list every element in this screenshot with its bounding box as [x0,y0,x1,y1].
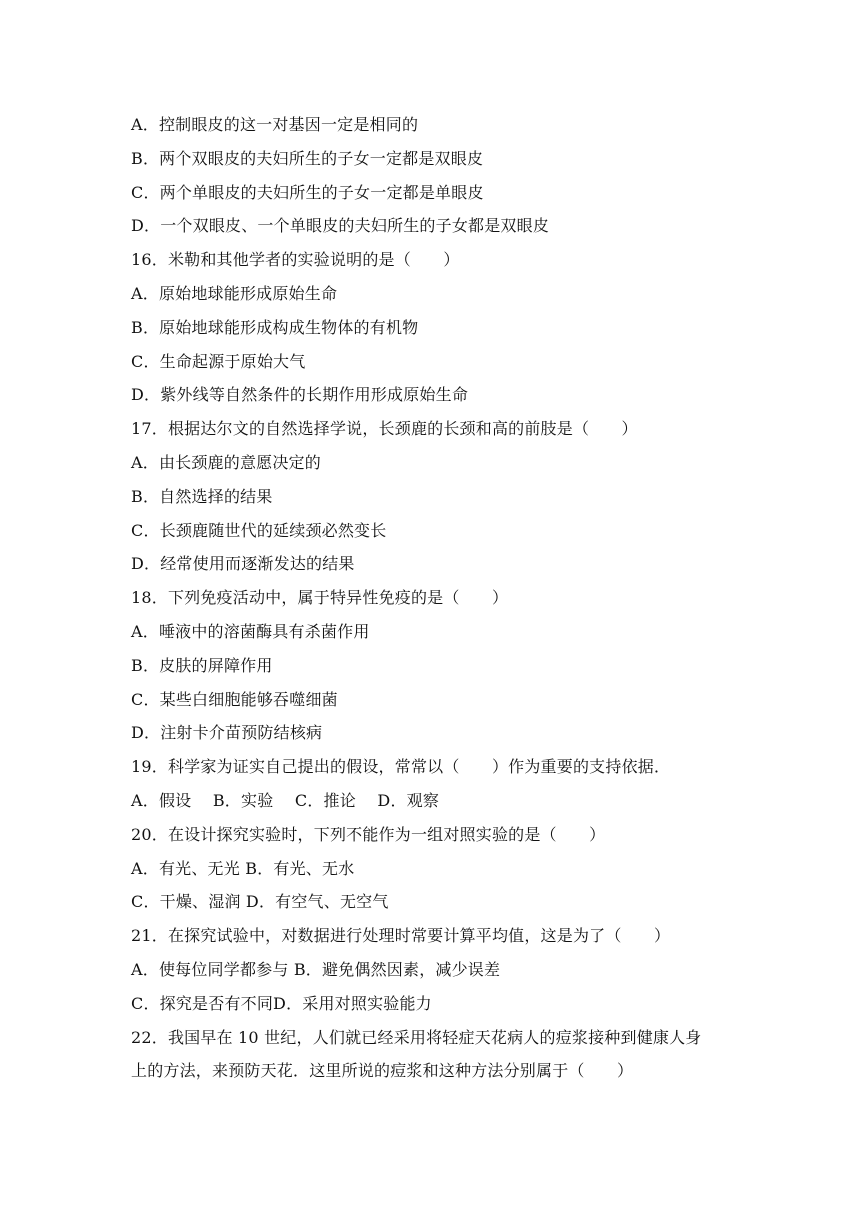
q18-stem: 18．下列免疫活动中，属于特异性免疫的是（ ） [131,588,509,608]
q18-option-b: B．皮肤的屏障作用 [131,655,273,675]
q15-option-c: C．两个单眼皮的夫妇所生的子女一定都是单眼皮 [131,182,484,202]
q17-option-b: B．自然选择的结果 [131,486,273,506]
q22-stem-line-2: 上的方法，来预防天花．这里所说的痘浆和这种方法分别属于（ ） [131,1061,634,1081]
q16-option-a: A．原始地球能形成原始生命 [131,283,338,303]
q15-option-b: B．两个双眼皮的夫妇所生的子女一定都是双眼皮 [131,148,484,168]
q21-options-cd: C．探究是否有不同D．采用对照实验能力 [131,993,432,1013]
q15-option-d: D．一个双眼皮、一个单眼皮的夫妇所生的子女都是双眼皮 [131,216,550,236]
q20-options-ab: A．有光、无光 B．有光、无水 [131,858,355,878]
q18-option-a: A．唾液中的溶菌酶具有杀菌作用 [131,621,370,641]
q16-option-b: B．原始地球能形成构成生物体的有机物 [131,317,419,337]
q20-options-cd: C．干燥、湿润 D．有空气、无空气 [131,892,389,912]
q16-stem: 16．米勒和其他学者的实验说明的是（ ） [131,250,460,270]
q16-option-c: C．生命起源于原始大气 [131,351,306,371]
q17-option-d: D．经常使用而逐渐发达的结果 [131,554,355,574]
q18-option-c: C．某些白细胞能够吞噬细菌 [131,689,338,709]
q22-stem-line-1: 22．我国早在 10 世纪，人们就已经采用将轻症天花病人的痘浆接种到健康人身 [131,1027,702,1047]
q19-stem: 19．科学家为证实自己提出的假设，常常以（ ）作为重要的支持依据． [131,757,671,777]
question-text-block [131,108,741,1088]
q19-options: A．假设 B．实验 C．推论 D．观察 [131,790,440,810]
q20-stem: 20．在设计探究实验时，下列不能作为一组对照实验的是（ ） [131,824,606,844]
q16-option-d: D．紫外线等自然条件的长期作用形成原始生命 [131,385,469,405]
q18-option-d: D．注射卡介苗预防结核病 [131,723,323,743]
q15-option-a: A．控制眼皮的这一对基因一定是相同的 [131,115,419,134]
q21-stem: 21．在探究试验中，对数据进行处理时常要计算平均值，这是为了（ ） [131,926,671,946]
q17-option-c: C．长颈鹿随世代的延续颈必然变长 [131,520,387,540]
q21-options-ab: A．使每位同学都参与 B．避免偶然因素，减少误差 [131,959,501,979]
q17-stem: 17．根据达尔文的自然选择学说，长颈鹿的长颈和高的前肢是（ ） [131,419,638,439]
q17-option-a: A．由长颈鹿的意愿决定的 [131,452,321,472]
